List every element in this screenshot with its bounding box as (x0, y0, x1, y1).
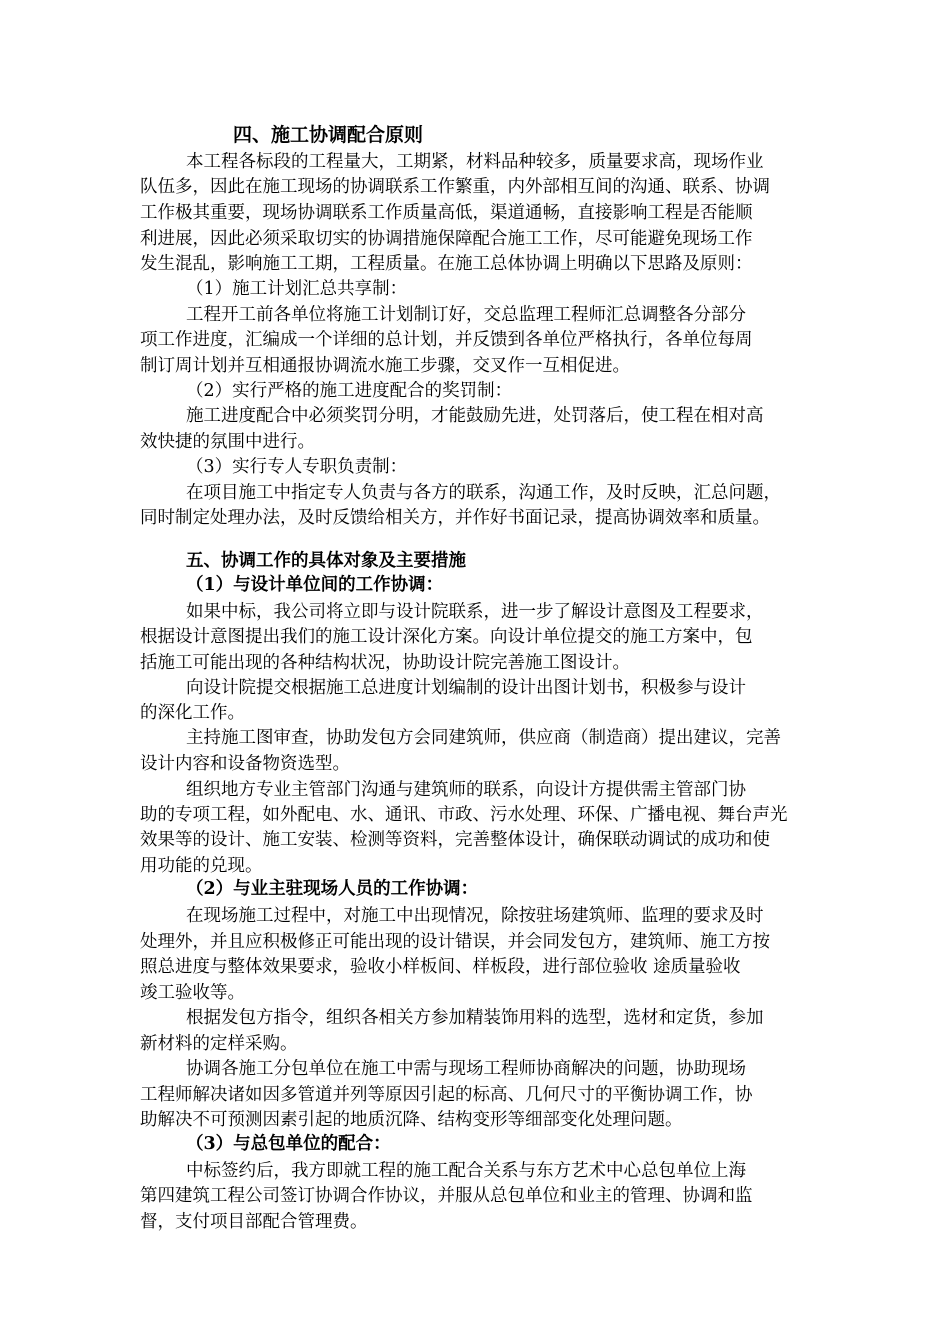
paragraph-line: 协调各施工分包单位在施工中需与现场工程师协商解决的问题，协助现场 (186, 1059, 746, 1079)
paragraph-line: 效快捷的氛围中进行。 (140, 432, 315, 452)
paragraph-line: 处理外，并且应积极修正可能出现的设计错误，并会同发包方，建筑师、施工方按 (140, 932, 770, 952)
paragraph-line: 助解决不可预测因素引起的地质沉降、结构变形等细部变化处理问题。 (140, 1110, 683, 1130)
subheading-line: （3）与总包单位的配合： (186, 1134, 391, 1154)
subheading-line: （3）实行专人专职负责制： (186, 457, 408, 477)
paragraph-line: 助的专项工程，如外配电、水、通讯、市政、污水处理、环保、广播电视、舞台声光 (140, 805, 788, 825)
paragraph-line: 利进展，因此必须采取切实的协调措施保障配合施工工作，尽可能避免现场工作 (140, 229, 753, 249)
paragraph-line: 竣工验收等。 (140, 983, 245, 1003)
paragraph-line: 新材料的定样采购。 (140, 1034, 298, 1054)
paragraph-line: 组织地方专业主管部门沟通与建筑师的联系，向设计方提供需主管部门协 (186, 780, 746, 800)
section-4-heading: 四、施工协调配合原则 (233, 124, 424, 146)
paragraph-line: 照总进度与整体效果要求，验收小样板间、样板段，进行部位验收 途质量验收 (140, 957, 741, 977)
paragraph-line: 项工作进度，汇编成一个详细的总计划，并反馈到各单位严格执行，各单位每周 (140, 330, 753, 350)
paragraph-line: 设计内容和设备物资选型。 (140, 754, 350, 774)
section-5-heading: 五、协调工作的具体对象及主要措施 (186, 551, 466, 571)
paragraph-line: 主持施工图审查，协助发包方会同建筑师，供应商（制造商）提出建议，完善 (186, 728, 781, 748)
paragraph-line: 工作极其重要，现场协调联系工作质量高低，渠道通畅，直接影响工程是否能顺 (140, 203, 753, 223)
paragraph-line: 效果等的设计、施工安装、检测等资料，完善整体设计，确保联动调试的成功和使 (140, 830, 770, 850)
paragraph-line: 根据发包方指令，组织各相关方参加精装饰用料的选型，选材和定货，参加 (186, 1008, 764, 1028)
paragraph-line: 根据设计意图提出我们的施工设计深化方案。向设计单位提交的施工方案中，包 (140, 627, 753, 647)
paragraph-line: 的深化工作。 (140, 703, 245, 723)
paragraph-line: 用功能的兑现。 (140, 856, 263, 876)
paragraph-line: 队伍多，因此在施工现场的协调联系工作繁重，内外部相互间的沟通、联系、协调 (140, 177, 770, 197)
subheading-line: （2）实行严格的施工进度配合的奖罚制： (186, 381, 513, 401)
paragraph-line: 督，支付项目部配合管理费。 (140, 1212, 368, 1232)
paragraph-line: 工程师解决诸如因多管道并列等原因引起的标高、几何尺寸的平衡协调工作，协 (140, 1085, 753, 1105)
paragraph-line: 向设计院提交根据施工总进度计划编制的设计出图计划书，积极参与设计 (186, 678, 746, 698)
paragraph-line: 工程开工前各单位将施工计划制订好，交总监理工程师汇总调整各分部分 (186, 305, 746, 325)
subheading-line: （1）与设计单位间的工作协调： (186, 575, 444, 595)
paragraph-line: 如果中标，我公司将立即与设计院联系，进一步了解设计意图及工程要求， (186, 602, 764, 622)
subheading-line: （1）施工计划汇总共享制： (186, 279, 408, 299)
paragraph-line: 本工程各标段的工程量大，工期紧，材料品种较多，质量要求高，现场作业 (186, 152, 764, 172)
paragraph-line: 发生混乱，影响施工工期，工程质量。在施工总体协调上明确以下思路及原则： (140, 254, 753, 274)
paragraph-line: 第四建筑工程公司签订协调合作协议，并服从总包单位和业主的管理、协调和监 (140, 1186, 753, 1206)
paragraph-line: 制订周计划并互相通报协调流水施工步骤，交叉作一互相促进。 (140, 356, 630, 376)
paragraph-line: 施工进度配合中必须奖罚分明，才能鼓励先进，处罚落后，使工程在相对高 (186, 406, 764, 426)
paragraph-line: 中标签约后，我方即就工程的施工配合关系与东方艺术中心总包单位上海 (186, 1161, 746, 1181)
paragraph-line: 在现场施工过程中，对施工中出现情况，除按驻场建筑师、监理的要求及时 (186, 906, 764, 926)
paragraph-line: 在项目施工中指定专人负责与各方的联系，沟通工作，及时反映，汇总问题， (186, 483, 781, 503)
subheading-line: （2）与业主驻现场人员的工作协调： (186, 879, 479, 899)
paragraph-line: 括施工可能出现的各种结构状况，协助设计院完善施工图设计。 (140, 653, 630, 673)
paragraph-line: 同时制定处理办法，及时反馈给相关方，并作好书面记录，提高协调效率和质量。 (140, 508, 770, 528)
